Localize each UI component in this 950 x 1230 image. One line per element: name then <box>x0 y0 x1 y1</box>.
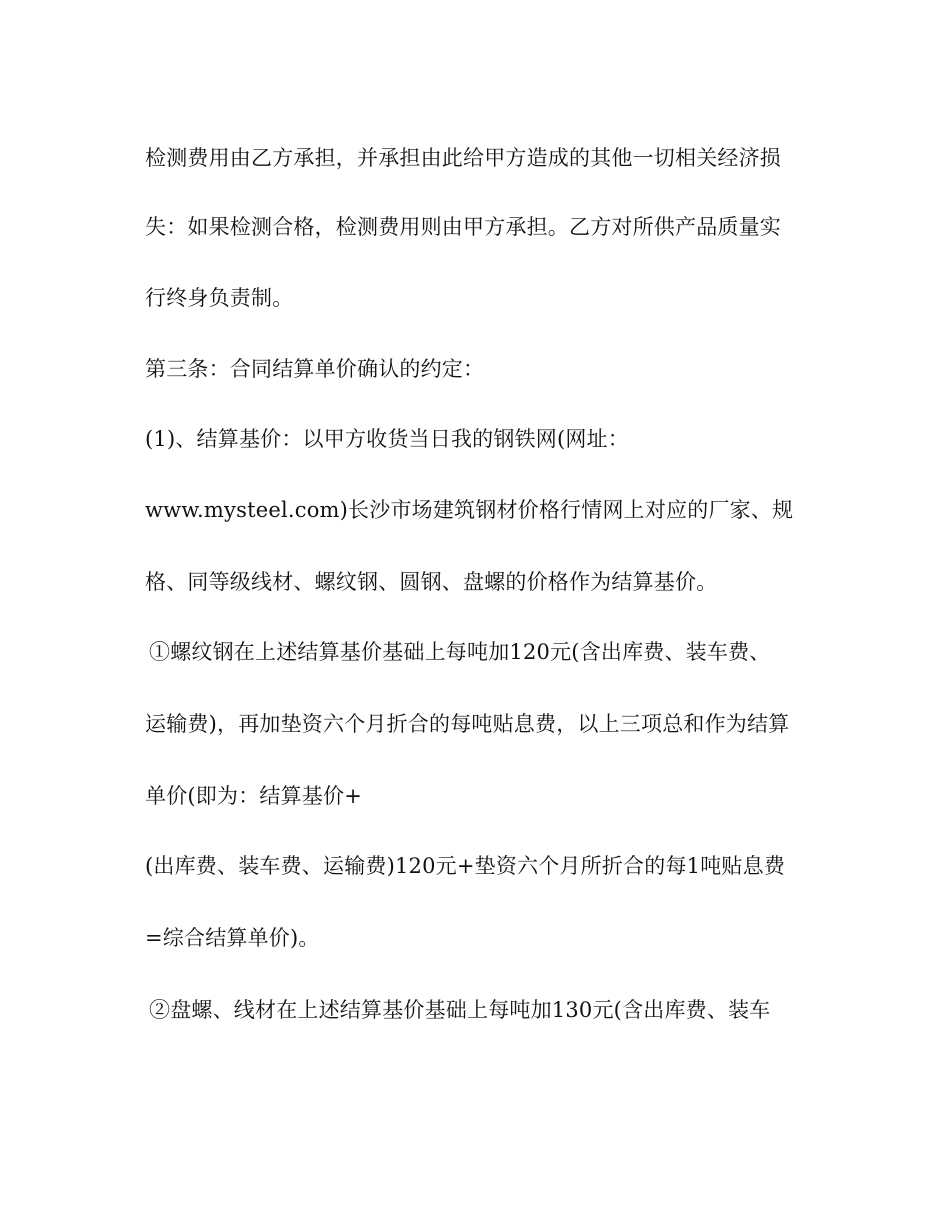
text-line-3: 行终身负责制。 <box>145 286 294 310</box>
text-line-11: (出库费、装车费、运输费)120元+垫资六个月所折合的每1吨贴息费 <box>145 854 786 878</box>
text-line-5: (1)、结算基价：以甲方收货当日我的钢铁网(网址： <box>145 427 629 451</box>
section-heading-article-3: 第三条：合同结算单价确认的约定： <box>145 357 485 381</box>
text-line-12: =综合结算单价)。 <box>145 926 320 950</box>
list-item-2: ②盘螺、线材在上述结算基价基础上每吨加130元(含出库费、装车 <box>149 998 771 1022</box>
text-line-6: www.mysteel.com)长沙市场建筑钢材价格行情网上对应的厂家、规 <box>145 498 794 522</box>
list-item-1: ①螺纹钢在上述结算基价基础上每吨加120元(含出库费、装车费、 <box>149 640 771 664</box>
text-line-1: 检测费用由乙方承担，并承担由此给甲方造成的其他一切相关经济损 <box>145 146 781 170</box>
text-line-7: 格、同等级线材、螺纹钢、圆钢、盘螺的价格作为结算基价。 <box>145 570 718 594</box>
text-line-9: 运输费)，再加垫资六个月折合的每吨贴息费，以上三项总和作为结算 <box>145 712 790 736</box>
text-line-2: 失：如果检测合格，检测费用则由甲方承担。乙方对所供产品质量实 <box>145 215 781 239</box>
text-line-10: 单价(即为：结算基价+ <box>145 784 362 808</box>
